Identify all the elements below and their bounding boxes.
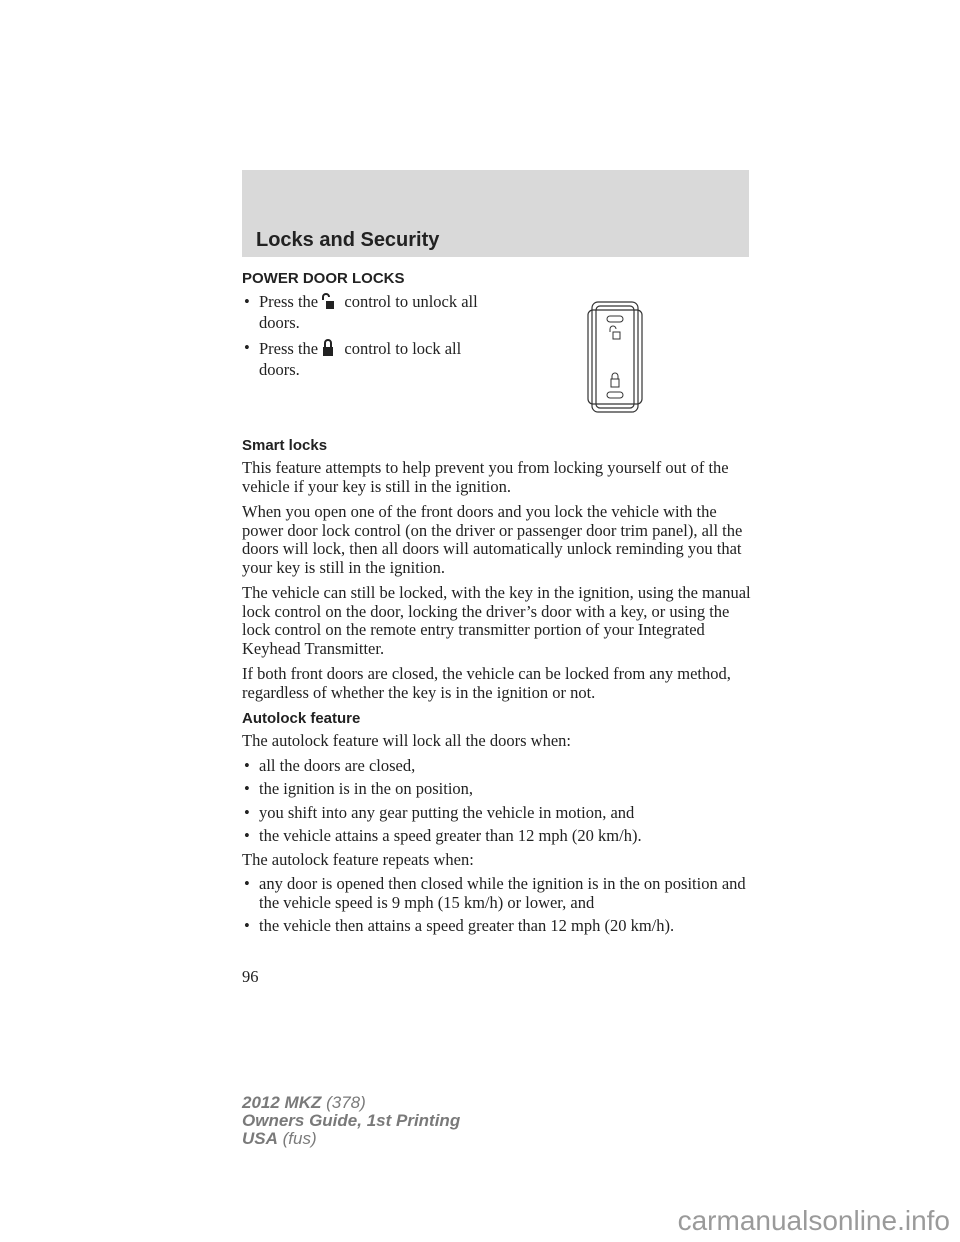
print-footer bbox=[242, 1094, 460, 1148]
paragraph: If both front doors are closed, the vehicle can be locked from any method, regardless of whether the key is in the ignition or not. bbox=[242, 664, 731, 702]
bullet-unlock bbox=[242, 293, 542, 332]
heading-autolock: Autolock feature bbox=[242, 710, 361, 727]
footer-model: 2012 MKZ bbox=[242, 1093, 322, 1112]
page-body bbox=[242, 270, 752, 986]
paragraph: The vehicle can still be locked, with the key in the ignition, using the manual lock control on the door, locking the driver’s door with a key, or using the lock control on the remote entry transmitter portion of your Integrated Keyhead Transmitter. bbox=[242, 583, 751, 658]
footer-region: USA bbox=[242, 1129, 278, 1148]
paragraph: This feature attempts to help prevent you from locking yourself out of the vehicle if your key is still in the ignition. bbox=[242, 458, 729, 496]
bullet: • the ignition is in the on position, bbox=[242, 780, 752, 799]
paragraph: The autolock feature repeats when: bbox=[242, 849, 474, 869]
bullet-lock bbox=[242, 339, 542, 379]
heading-power-door-locks: POWER DOOR LOCKS bbox=[242, 270, 405, 287]
text: control to unlock all bbox=[344, 292, 478, 311]
footer-code: (378) bbox=[326, 1093, 366, 1112]
text: Press the bbox=[259, 292, 319, 311]
bullet: • any door is opened then closed while the ignition is in the on position and the vehicle speed is 9 mph (15 km/h) or lower, and bbox=[242, 875, 752, 912]
door-lock-switch-illustration bbox=[585, 300, 651, 415]
text: doors. bbox=[259, 312, 300, 332]
footer-guide: Owners Guide, 1st Printing bbox=[242, 1111, 461, 1130]
lock-bullets bbox=[242, 293, 542, 379]
text: control to lock all bbox=[344, 339, 462, 358]
paragraph: When you open one of the front doors and you lock the vehicle with the power door lock control (on the driver or passenger door trim panel), all the doors will lock, then all doors will automatically unlock reminding you that your key is still in the ignition. bbox=[242, 502, 743, 577]
section-header bbox=[242, 170, 749, 257]
bullet: • the vehicle attains a speed greater than 12 mph (20 km/h). bbox=[242, 827, 752, 846]
bullet: • you shift into any gear putting the vehicle in motion, and bbox=[242, 804, 752, 823]
bullet: • all the doors are closed, bbox=[242, 757, 752, 776]
power-door-locks-section bbox=[242, 270, 752, 437]
footer-region-code: (fus) bbox=[282, 1129, 317, 1148]
heading-smart-locks: Smart locks bbox=[242, 437, 328, 454]
text: Press the bbox=[259, 339, 319, 358]
section-title: Locks and Security bbox=[256, 229, 440, 251]
smart-locks-body bbox=[242, 459, 752, 702]
text: doors. bbox=[259, 359, 300, 379]
unlock-icon bbox=[322, 293, 340, 314]
bullet: • the vehicle then attains a speed greater than 12 mph (20 km/h). bbox=[242, 917, 752, 936]
watermark: carmanualsonline.info bbox=[677, 1205, 950, 1236]
lock-icon bbox=[322, 339, 340, 361]
paragraph: The autolock feature will lock all the doors when: bbox=[242, 731, 571, 750]
autolock-body bbox=[242, 732, 752, 936]
page-number: 96 bbox=[242, 966, 259, 986]
